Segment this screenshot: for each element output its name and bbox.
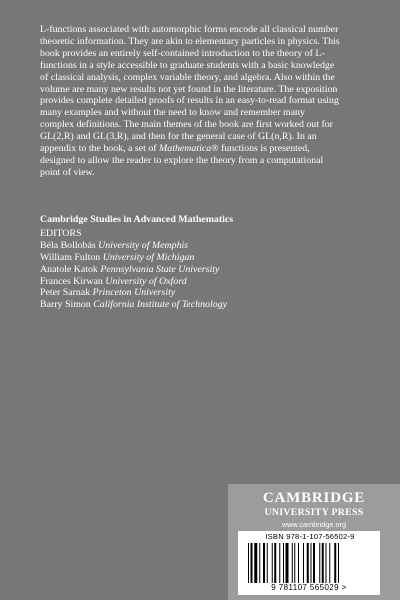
editor-affiliation: University of Oxford <box>105 275 187 287</box>
blurb-segment: L-functions associated with automorphic forms encode all classical number theoretic information. They are akin to elementary particles in physics. This book provides an entirely self-contained introduction to the theory of L-functions in a style accessible to graduate students with a basic knowledge of classical analysis, complex variable theory, and algebra. Also within the volume are many new results not yet found in the literature. The exposition provides complete detailed proofs of results in an easy-to-read format using many examples and without the need to know and remember many complex definitions. The main themes of the book are first worked out for GL(2,R) and GL(3,R), and then for the general case of GL( <box>40 24 340 143</box>
editor-affiliation: University of Memphis <box>98 239 189 251</box>
editor-affiliation: University of Michigan <box>102 251 195 263</box>
barcode-bar <box>292 543 293 583</box>
editor-name: Béla Bollobás <box>40 239 99 251</box>
editor-entry <box>40 287 340 299</box>
barcode-bar <box>298 543 299 583</box>
editors-label: EDITORS <box>40 227 82 239</box>
blurb-segment: ,R). In an appendix to the book, a set of <box>40 131 317 155</box>
barcode-block <box>238 531 380 595</box>
barcode-bar <box>334 543 336 583</box>
barcode-bar <box>313 543 315 583</box>
editors-list <box>40 240 340 311</box>
barcode-bar <box>303 543 304 583</box>
barcode-bar <box>329 543 330 583</box>
barcode-bar <box>322 543 324 583</box>
barcode-bars <box>248 543 370 583</box>
editor-entry <box>40 240 340 252</box>
editor-affiliation: Pennsylvania State University <box>100 263 220 275</box>
barcode-bar <box>263 543 265 583</box>
editor-entry <box>40 276 340 288</box>
series-section <box>40 214 340 311</box>
barcode-bar <box>294 543 295 583</box>
blurb-segment: Mathematica <box>159 143 212 155</box>
editor-name: Frances Kirwan <box>40 275 106 287</box>
back-cover-blurb <box>40 24 340 179</box>
barcode-bar <box>259 543 260 583</box>
editor-entry <box>40 299 340 311</box>
barcode-bar <box>326 543 327 583</box>
barcode-bar <box>338 543 339 583</box>
editor-name: Barry Simon <box>40 299 94 311</box>
barcode-bar <box>251 543 253 583</box>
barcode-bar <box>319 543 320 583</box>
blurb-segment: ® functions is presented, designed to allow the reader to explore the theory from a computational point of view. <box>40 143 324 178</box>
barcode-bar <box>254 543 257 583</box>
editor-name: Peter Sarnak <box>40 287 93 299</box>
barcode-bar <box>272 543 273 583</box>
publisher-subtitle: UNIVERSITY PRESS <box>264 507 364 518</box>
barcode-bar <box>286 543 289 583</box>
blurb-segment: n <box>274 131 280 143</box>
barcode-bar <box>267 543 268 583</box>
barcode-bar <box>279 543 280 583</box>
editor-name: Anatole Katok <box>40 263 101 275</box>
publisher-url: www.cambridge.org <box>281 520 347 529</box>
barcode-bar <box>307 543 309 583</box>
editor-affiliation: Princeton University <box>92 287 176 299</box>
barcode-bar <box>311 543 312 583</box>
isbn-label: ISBN 978-1-107-56502-9 <box>265 532 355 541</box>
editor-name: William Fulton <box>40 251 103 263</box>
series-title: Cambridge Studies in Advanced Mathematics <box>40 214 234 225</box>
editor-entry <box>40 252 340 264</box>
barcode-bar <box>283 543 284 583</box>
editor-affiliation: California Institute of Technology <box>93 299 227 311</box>
barcode-digits: 9 781107 565029 > <box>271 583 347 592</box>
publisher-name: CAMBRIDGE <box>262 490 366 506</box>
editor-entry <box>40 264 340 276</box>
barcode-bar <box>274 543 276 583</box>
barcode-bar <box>248 543 249 583</box>
